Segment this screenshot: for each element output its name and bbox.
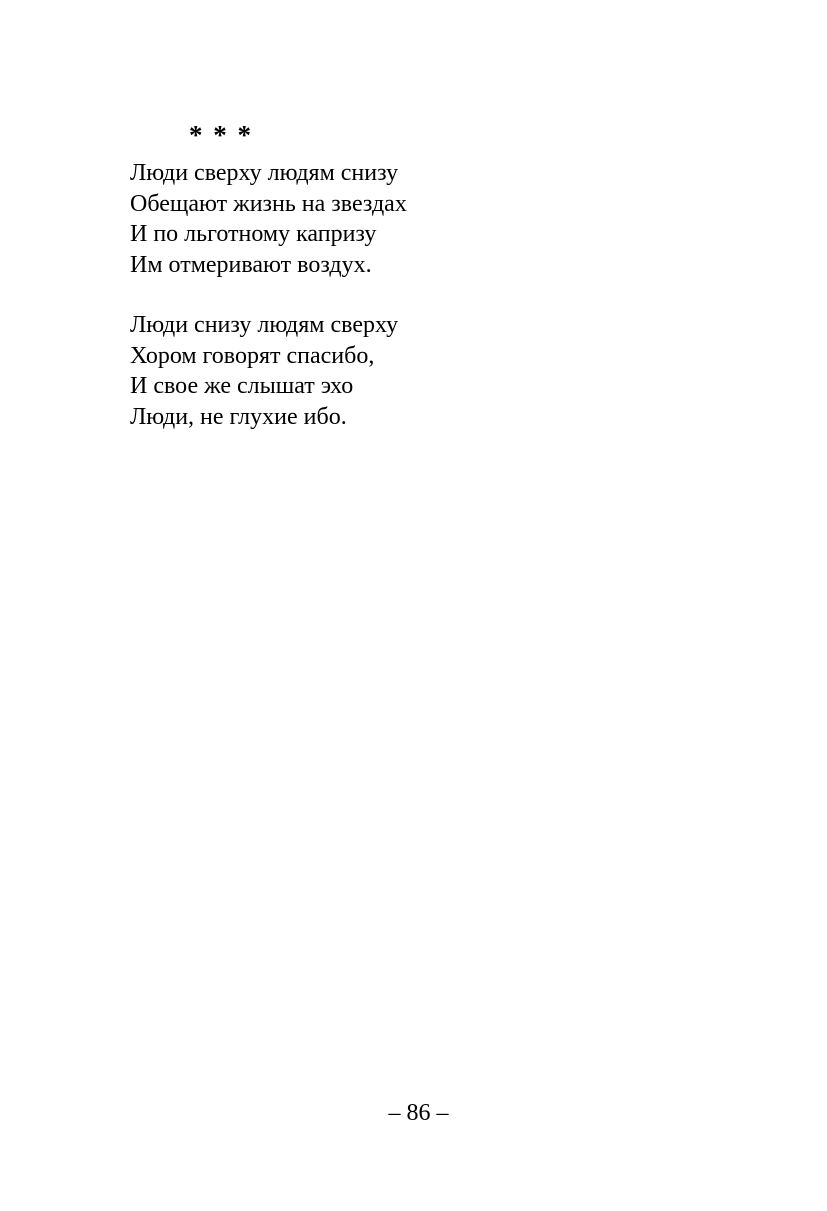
page-number: – 86 –	[388, 1100, 449, 1126]
poem-line: Им отмеривают воздух.	[130, 251, 372, 278]
stanza-2	[130, 310, 730, 432]
poem-line: И свое же слышат эхо	[130, 373, 354, 399]
poem	[130, 158, 730, 432]
poem-line: Хором говорят спасибо,	[130, 342, 375, 369]
stanza-1	[130, 158, 730, 280]
poem-line: Люди снизу людям сверху	[130, 312, 399, 338]
poem-line: Люди сверху людям снизу	[130, 160, 399, 186]
section-separator: * * *	[189, 120, 253, 150]
poem-line: И по льготному капризу	[130, 221, 377, 247]
poem-line: Обещают жизнь на звездах	[130, 190, 407, 217]
poem-line: Люди, не глухие ибо.	[130, 403, 347, 430]
